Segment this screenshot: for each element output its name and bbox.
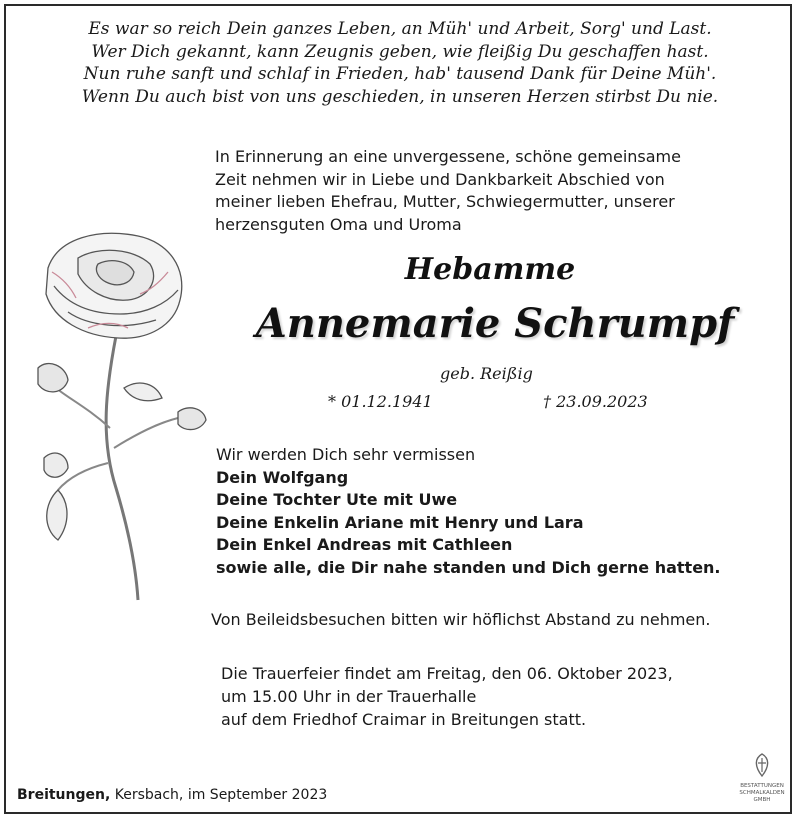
rose-illustration [28,228,213,608]
mourner-line: Dein Wolfgang [216,467,349,487]
poem-line: Nun ruhe sanft und schlaf in Frieden, hab' tausend Dank für Deine Müh'. [83,64,717,84]
intro-line: Zeit nehmen wir in Liebe und Dankbarkeit Abschied von [215,169,665,189]
death-date: † 23.09.2023 [543,392,648,411]
footer-place-date [17,787,327,803]
mourner-line: Deine Enkelin Ariane mit Henry und Lara [216,512,584,532]
intro-line: herzensguten Oma und Uroma [215,214,462,234]
mourners [216,444,776,579]
mourners-intro: Wir werden Dich sehr vermissen [216,445,476,464]
logo-line: GMBH [753,797,771,803]
logo-line: BESTATTUNGEN [740,783,784,789]
funeral-info [221,662,781,731]
deceased-name: Annemarie Schrumpf [255,300,735,347]
poem-line: Es war so reich Dein ganzes Leben, an Müh' und Arbeit, Sorg' und Last. [88,19,712,39]
birth-date: * 01.12.1941 [328,392,433,411]
logo-line: SCHMALKALDEN [739,790,785,796]
intro-line: In Erinnerung an eine unvergessene, schöne gemeinsame [215,147,681,166]
footer-place: Breitungen, [17,787,111,803]
mourner-line: Deine Tochter Ute mit Uwe [216,490,458,509]
intro-text [215,146,775,236]
poem-line: Wer Dich gekannt, kann Zeugnis geben, wie fleißig Du geschaffen hast. [91,41,709,62]
occupation: Hebamme [404,252,576,287]
funeral-line: um 15.00 Uhr in der Trauerhalle [221,687,477,706]
mourner-line: Dein Enkel Andreas mit Cathleen [216,535,513,554]
logo-mark-icon [751,752,773,778]
poem-line: Wenn Du auch bist von uns geschieden, in unseren Herzen stirbst Du nie. [81,86,719,107]
funeral-line: Die Trauerfeier findet am Freitag, den 06. Oktober 2023, [221,664,673,683]
funeral-line: auf dem Friedhof Craimar in Breitungen statt. [221,710,587,729]
funeral-home-logo [730,752,794,810]
intro-line: meiner lieben Ehefrau, Mutter, Schwiegermutter, unserer [215,192,675,211]
footer-rest: Kersbach, im September 2023 [110,787,328,803]
poem [0,18,800,108]
mourner-line: sowie alle, die Dir nahe standen und Dich gerne hatten. [216,557,721,577]
condolence-request: Von Beileidsbesuchen bitten wir höflichst Abstand zu nehmen. [211,610,711,629]
maiden-name: geb. Reißig [440,364,533,383]
